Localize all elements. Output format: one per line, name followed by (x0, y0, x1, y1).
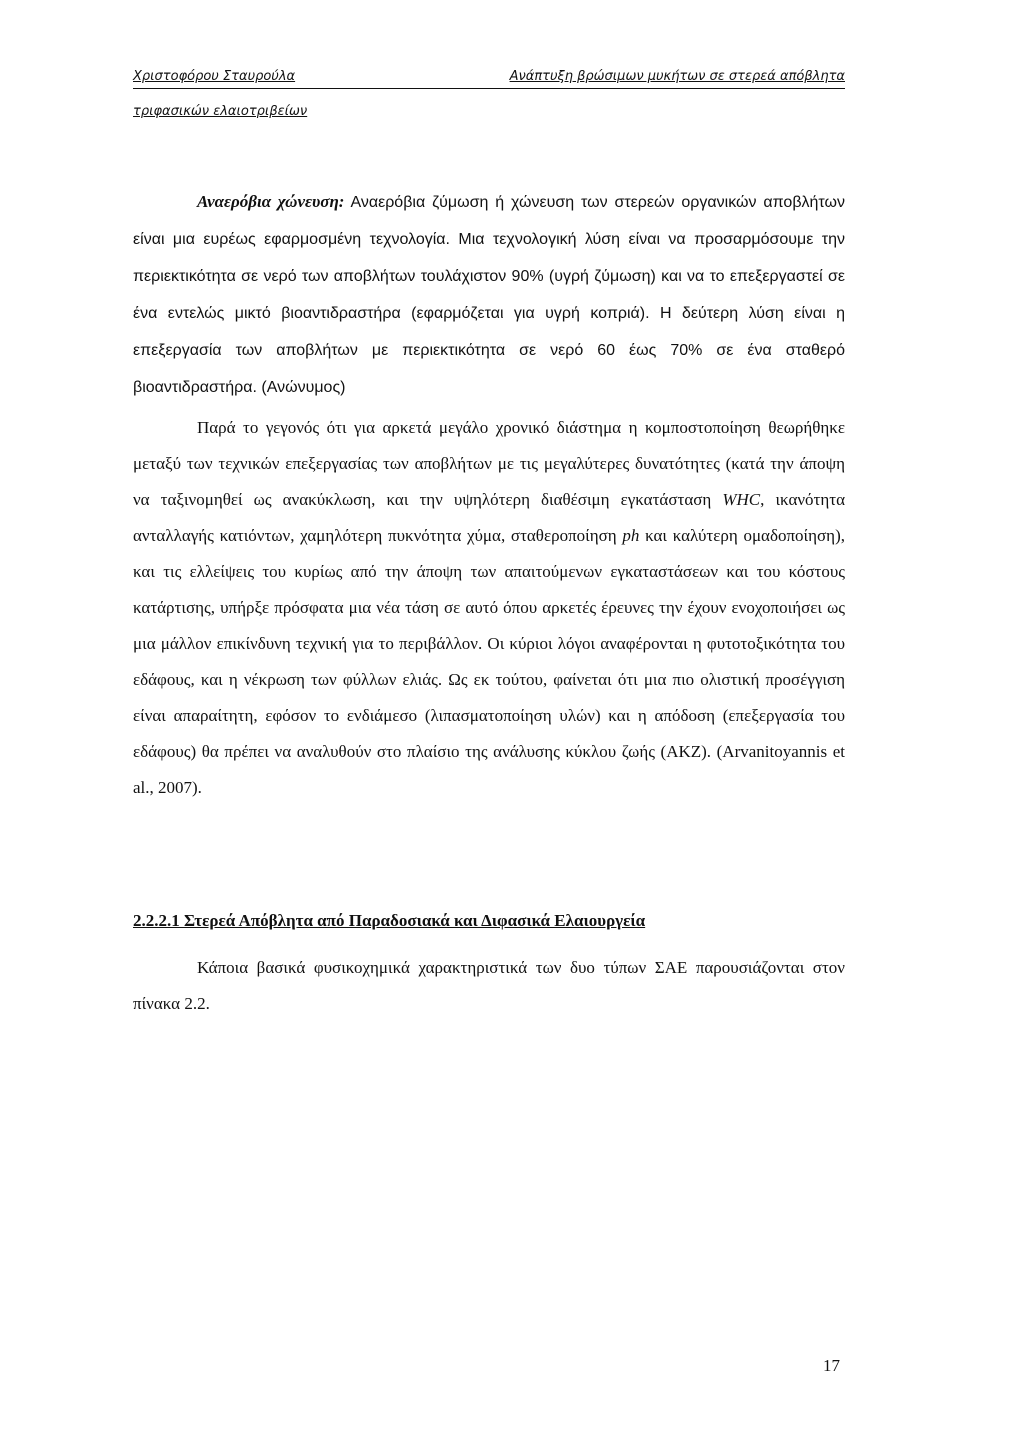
paragraph-composting (133, 410, 845, 806)
term-whc: WHC (722, 490, 761, 509)
term-ph: ph (622, 526, 640, 545)
term-anaerobic-digestion: Αναερόβια χώνευση: (197, 192, 345, 211)
header-author-continued: τριφασικών ελαιοτριβείων (133, 104, 308, 119)
paragraph-text-part2: , ικανότητα ανταλλαγής κατιόντων, χαμηλότερη πυκνότητα χύμα, σταθεροποίηση (133, 490, 846, 545)
paragraph-table-intro: Κάποια βασικά φυσικοχημικά χαρακτηριστικά των δυο τύπων ΣΑΕ παρουσιάζονται στον πίνακα 2.2. (133, 958, 845, 1013)
header-author: Χριστοφόρου Σταυρούλα (133, 69, 296, 84)
paragraph-text-part1: Παρά το γεγονός ότι για αρκετά μεγάλο χρονικό διάστημα η κομποστοποίηση θεωρήθηκε μεταξύ των τεχνικών επεξεργασίας των αποβλήτων με τις μεγαλύτερες δυνατότητες (κατά την άποψη να ταξινομηθεί ως ανακύκλωση, και την υψηλότερη διαθέσιμη εγκατάσταση (133, 418, 845, 509)
header-first-line (133, 66, 845, 89)
page-body (133, 184, 845, 1022)
section-heading: 2.2.2.1 Στερεά Απόβλητα από Παραδοσιακά και Διφασικά Ελαιουργεία (133, 911, 646, 930)
paragraph-anaerobic-digestion (133, 184, 845, 406)
running-header (133, 66, 845, 126)
paragraph-text: Αναερόβια ζύμωση ή χώνευση των στερεών οργανικών αποβλήτων είναι μια ευρέως εφαρμοσμένη τεχνολογία. Μια τεχνολογική λύση είναι να προσαρμόσουμε την περιεκτικότητα σε νερό των αποβλήτων τουλάχιστον 90% (υγρή ζύμωση) και να το επεξεργαστεί σε ένα εντελώς μικτό βιοαντιδραστήρα (εφαρμόζεται για υγρή κοπριά). Η δεύτερη λύση είναι η επεξεργασία των αποβλήτων με περιεκτικότητα σε νερό 60 έως 70% σε ένα σταθερό βιοαντιδραστήρα. (Ανώνυμος) (133, 194, 846, 396)
header-title: Ανάπτυξη βρώσιμων μυκήτων σε στερεά απόβλητα (509, 69, 845, 84)
paragraph-text-part3: και καλύτερη ομαδοποίηση), και τις ελλείψεις του κυρίως από την άποψη των απαιτούμενων εγκαταστάσεων και του κόστους κατάρτισης, υπήρξε πρόσφατα μια νέα τάση σε αυτό όπου αρκετές έρευνες την έχουν ενοχοποιήσει ως μια μάλλον επικίνδυνη τεχνική για το περιβάλλον. Οι κύριοι λόγοι αναφέρονται η φυτοτοξικότητα του εδάφους, και η νέκρωση των φύλλων ελιάς. Ως εκ τούτου, φαίνεται ότι μια πιο ολιστική προσέγγιση είναι απαραίτητη, εφόσον το ενδιάμεσο (λιπασματοποίηση υλών) και η απόδοση (επεξεργασία του εδάφους) θα πρέπει να αναλυθούν στο πλαίσιο της ανάλυσης κύκλου ζωής (ΑΚΖ). (Arvanitoyannis et al., 2007). (133, 526, 845, 797)
page-number: 17 (823, 1356, 840, 1375)
